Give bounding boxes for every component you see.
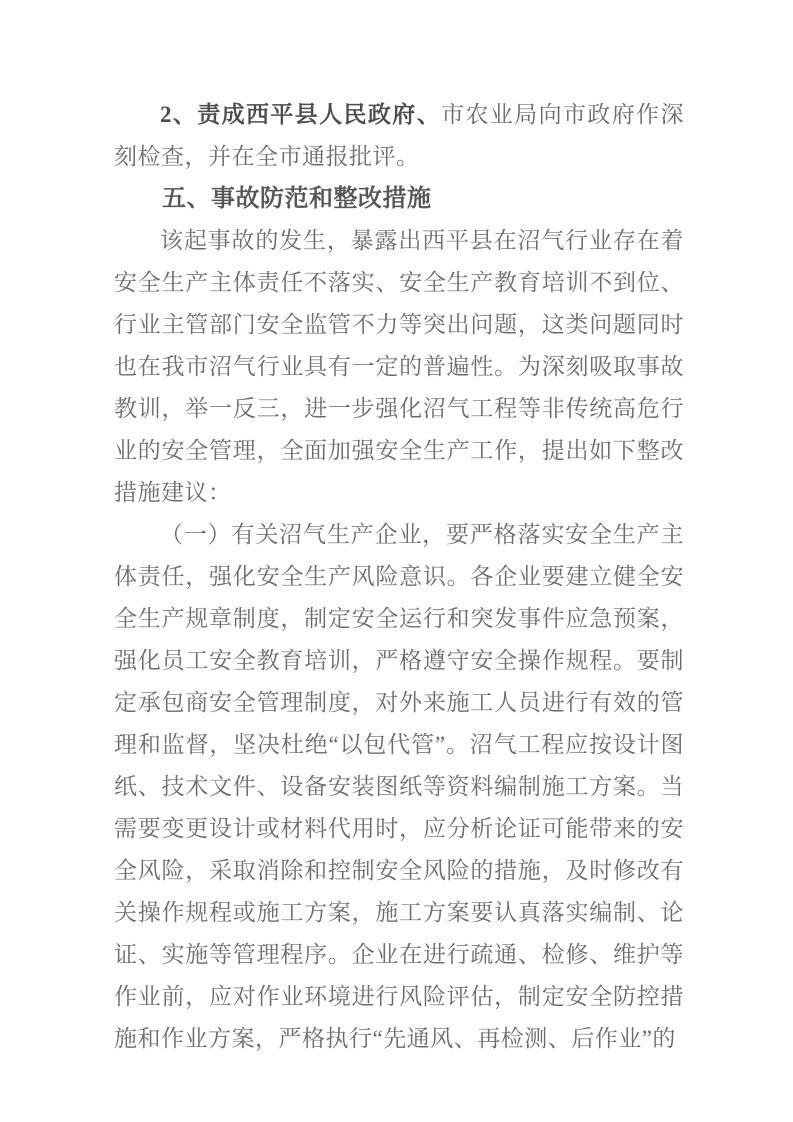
paragraph-check-notice (114, 94, 684, 178)
document-body (114, 94, 684, 1060)
paragraph-overview: 该起事故的发生，暴露出西平县在沼气行业存在着安全生产主体责任不落实、安全生产教育培训不到位、行业主管部门安全监管不力等突出问题，这类问题同时也在我市沼气行业具有一定的普遍性。为深刻吸取事故教训，举一反三，进一步强化沼气工程等非传统高危行业的安全管理，全面加强安全生产工作，提出如下整改措施建议： (114, 228, 684, 505)
check-notice-bold-run: 2、责成西平县人民政府、 (160, 102, 442, 127)
check-notice-regular-run: 市农业局向市政府作深刻检查，并在全市通报批评。 (114, 102, 685, 169)
section-heading: 五、事故防范和整改措施 (162, 185, 432, 212)
paragraph-measure-one: （一）有关沼气生产企业，要严格落实安全生产主体责任，强化安全生产风险意识。各企业要建立健全安全生产规章制度，制定安全运行和突发事件应急预案，强化员工安全教育培训，严格遵守安全操作规程。要制定承包商安全管理制度，对外来施工人员进行有效的管理和监督，坚决杜绝“以包代管”。沼气工程应按设计图纸、技术文件、设备安装图纸等资料编制施工方案。当需要变更设计或材料代用时，应分析论证可能带来的安全风险，采取消除和控制安全风险的措施，及时修改有关操作规程或施工方案，施工方案要认真落实编制、论证、实施等管理程序。企业在进行疏通、检修、维护等作业前，应对作业环境进行风险评估，制定安全防控措施和作业方案，严格执行“先通风、再检测、后作业”的 (114, 522, 684, 1051)
